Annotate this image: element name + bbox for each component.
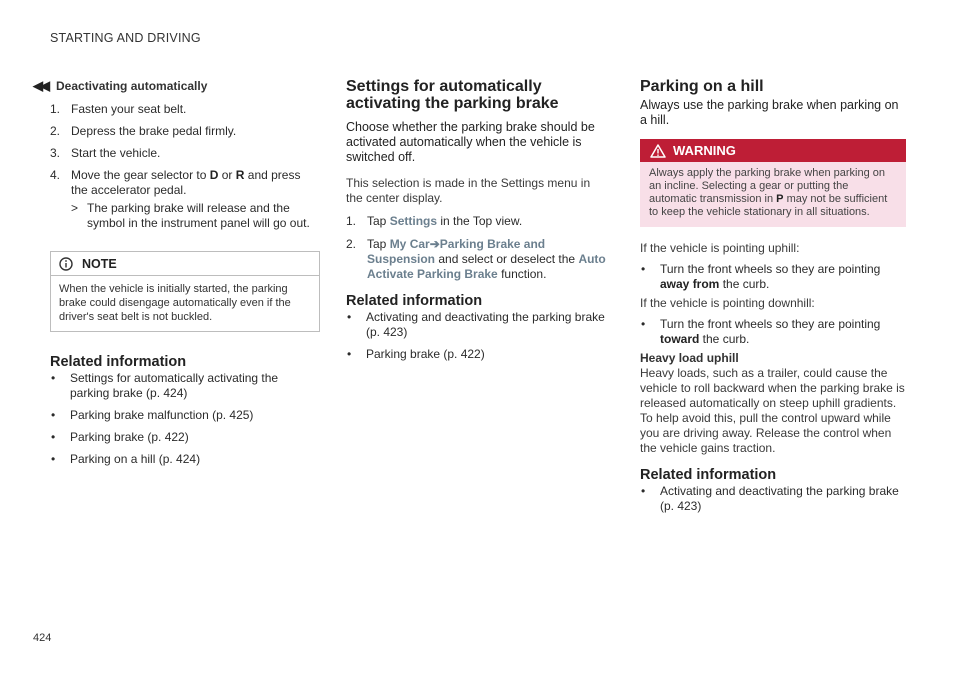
column-parking-hill xyxy=(640,78,906,521)
related-link[interactable]: • Activating and deactivating the parking brake (p. 423) xyxy=(347,310,605,339)
menu-path-parking-brake: Parking Brake and Suspension xyxy=(367,237,546,266)
step-item: 2. Depress the brake pedal firmly. xyxy=(50,124,237,138)
section-title: Settings for automatically activating the parking brake xyxy=(346,78,559,112)
warning-box xyxy=(640,139,906,227)
lead-paragraph: Always use the parking brake when parking on a hill. xyxy=(640,98,899,127)
note-box xyxy=(50,251,320,332)
related-list xyxy=(346,310,608,362)
related-link[interactable]: • Parking brake (p. 422) xyxy=(347,347,485,361)
steps-list xyxy=(346,214,608,282)
page-number: 424 xyxy=(33,632,52,644)
subheading-text: Deactivating automatically xyxy=(56,79,208,93)
related-link[interactable]: • Parking brake malfunction (p. 425) xyxy=(51,408,254,422)
heavy-load-paragraph: Heavy loads, such as a trailer, could cause the vehicle to roll backward when the parking brake is released automatically on steep uphill gradients. To help avoid this, pull the control upward while you are driving away. Release the control when the vehicle gains traction. xyxy=(640,366,905,455)
running-header: STARTING AND DRIVING xyxy=(50,31,201,45)
step-item: 1. Fasten your seat belt. xyxy=(50,102,187,116)
column-settings xyxy=(346,78,608,369)
column-deactivating xyxy=(33,78,320,474)
related-list xyxy=(50,371,320,467)
intro-paragraph: This selection is made in the Settings menu in the center display. xyxy=(346,176,591,205)
related-link[interactable]: • Settings for automatically activating the parking brake (p. 424) xyxy=(51,371,279,400)
warning-header: WARNING xyxy=(640,139,906,162)
step-item: 1. Tap Settings in the Top view. xyxy=(346,214,523,228)
continued-marker-icon: ◀◀ xyxy=(33,78,47,93)
subheading: Heavy load uphill xyxy=(640,351,739,365)
related-link[interactable]: • Activating and deactivating the parking brake (p. 423) xyxy=(641,484,899,513)
section-title: Parking on a hill xyxy=(640,78,764,95)
menu-path-my-car: My Car xyxy=(389,237,430,251)
section-subheading xyxy=(33,78,320,94)
downhill-intro: If the vehicle is pointing downhill: xyxy=(640,296,815,310)
info-icon xyxy=(59,257,73,271)
downhill-list xyxy=(640,317,906,347)
related-link[interactable]: • Parking on a hill (p. 424) xyxy=(51,452,201,466)
steps-list xyxy=(33,102,320,198)
menu-path-auto-activate: Auto Activate Parking Brake xyxy=(367,252,606,281)
arrow-right-icon: ➔ xyxy=(429,237,440,251)
step-item: 4. Move the gear selector to D or R and press the accelerator pedal. xyxy=(50,168,301,197)
note-header: NOTE xyxy=(51,252,319,276)
related-heading: Related information xyxy=(640,467,777,483)
related-list xyxy=(640,484,906,514)
related-heading: Related information xyxy=(50,354,187,370)
lead-paragraph: Choose whether the parking brake should be activated automatically when the vehicle is switched off. xyxy=(346,120,595,164)
step-result: > The parking brake will release and the symbol in the instrument panel will go out. xyxy=(71,201,310,230)
menu-path-settings: Settings xyxy=(389,214,438,228)
result-marker: > xyxy=(71,201,79,215)
list-item: • Turn the front wheels so they are pointing away from the curb. xyxy=(641,262,881,291)
note-text: When the vehicle is initially started, the parking brake could disengage automatically even if the driver's seat belt is not buckled. xyxy=(59,283,291,323)
related-heading: Related information xyxy=(346,293,483,309)
list-item: • Turn the front wheels so they are pointing toward the curb. xyxy=(641,317,881,346)
warning-triangle-icon xyxy=(650,144,666,158)
warning-text: Always apply the parking brake when parking on an incline. Selecting a gear or putting the automatic transmission in P may not be sufficient to keep the vehicle stationary in all situations. xyxy=(649,167,888,218)
uphill-list xyxy=(640,262,906,292)
step-item: 2. Tap My Car➔Parking Brake and Suspension and select or deselect the Auto Activate Parking Brake function. xyxy=(346,237,606,281)
related-link[interactable]: • Parking brake (p. 422) xyxy=(51,430,189,444)
uphill-intro: If the vehicle is pointing uphill: xyxy=(640,241,800,255)
step-item: 3. Start the vehicle. xyxy=(50,146,161,160)
